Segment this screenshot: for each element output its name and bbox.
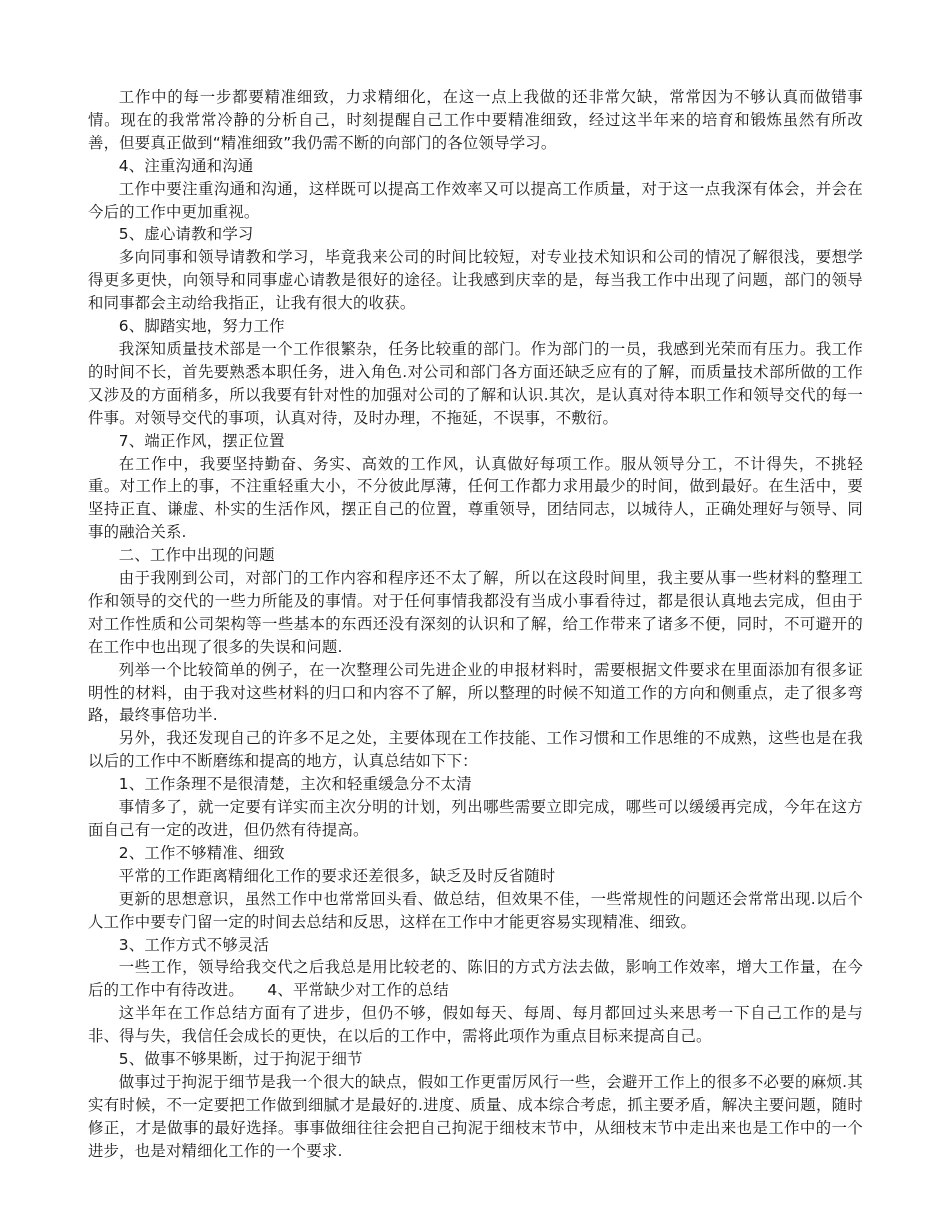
section-heading: 1、工作条理不是很清楚，主次和轻重缓急分不太清 bbox=[118, 775, 472, 794]
paragraph: 多向同事和领导请教和学习，毕竟我来公司的时间比较短，对专业技术知识和公司的情况了解很浅，要想学得更多更快，向领导和同事虚心请教是很好的途径。让我感到庆幸的是，每当我工作中出现了问题，部门的领导和同事都会主动给我指正，让我有很大的收获。 bbox=[88, 248, 863, 313]
paragraph: 更新的思想意识，虽然工作中也常常回头看、做总结，但效果不佳，一些常规性的问题还会常常出现.以后个人工作中要专门留一定的时间去总结和反思，这样在工作中才能更容易实现精准、细致。 bbox=[88, 889, 863, 931]
paragraph: 在工作中，我要坚持勤奋、务实、高效的工作风，认真做好每项工作。服从领导分工，不计得失，不挑轻重。对工作上的事，不注重轻重大小，不分彼此厚薄，任何工作都力求用最少的时间，做到最好。在生活中，要坚持正直、谦虚、朴实的生活作风，摆正自己的位置，尊重领导，团结同志，以城待人，正确处理好与领导、同事的融洽关系. bbox=[88, 454, 863, 542]
paragraph: 做事过于拘泥于细节是我一个很大的缺点，假如工作更雷厉风行一些，会避开工作上的很多不必要的麻烦.其实有时候，不一定要把工作做到细腻才是最好的.进度、质量、成本综合考虑，抓主要矛盾，解决主要问题，随时修正，才是做事的最好选择。事事做细往往会把自己拘泥于细枝末节中，从细枝末节中走出来也是工作中的一个进步，也是对精细化工作的一个要求. bbox=[88, 1072, 863, 1160]
paragraph: 列举一个比较简单的例子，在一次整理公司先进企业的申报材料时，需要根据文件要求在里面添加有很多证明性的材料，由于我对这些材料的归口和内容不了解，所以整理的时候不知道工作的方向和侧重点，走了很多弯路，最终事倍功半. bbox=[88, 660, 863, 725]
section-heading: 7、端正作风，摆正位置 bbox=[118, 431, 285, 450]
section-heading: 2、工作不够精准、细致 bbox=[118, 843, 285, 862]
paragraph-line: 平常的工作距离精细化工作的要求还差很多，缺乏及时反省随时 bbox=[118, 866, 556, 885]
document-body bbox=[88, 86, 863, 1163]
paragraph: 这半年在工作总结方面有了进步，但仍不够，假如每天、每周、每月都回过头来思考一下自己工作的是与非、得与失，我信任会成长的更快，在以后的工作中，需将此项作为重点目标来提高自己。 bbox=[88, 1004, 863, 1046]
paragraph: 另外，我还发现自己的许多不足之处，主要体现在工作技能、工作习惯和工作思维的不成熟，这些也是在我以后的工作中不断磨练和提高的地方，认真总结如下下： bbox=[88, 729, 863, 771]
paragraph: 工作中要注重沟通和沟通，这样既可以提高工作效率又可以提高工作质量，对于这一点我深有体会，并会在今后的工作中更加重视。 bbox=[88, 179, 863, 221]
section-heading: 二、工作中出现的问题 bbox=[118, 546, 275, 565]
section-heading: 5、虚心请教和学习 bbox=[118, 225, 254, 244]
paragraph: 我深知质量技术部是一个工作很繁杂，任务比较重的部门。作为部门的一员，我感到光荣而有压力。我工作的时间不长，首先要熟悉本职任务，进入角色.对公司和部门各方面还缺乏应有的了解，而质量技术部所做的工作又涉及的方面稍多，所以我要有针对性的加强对公司的了解和认识.其次，是认真对待本职工作和领导交代的每一件事。对领导交代的事项，认真对待，及时办理，不拖延，不误事，不敷衍。 bbox=[88, 339, 863, 427]
section-heading: 4、注重沟通和沟通 bbox=[118, 156, 254, 175]
paragraph: 事情多了，就一定要有详实而主次分明的计划，列出哪些需要立即完成，哪些可以缓缓再完成，今年在这方面自己有一定的改进，但仍然有待提高。 bbox=[88, 798, 863, 839]
paragraph: 由于我刚到公司，对部门的工作内容和程序还不太了解，所以在这段时间里，我主要从事一些材料的整理工作和领导的交代的一些力所能及的事情。对于任何事情我都没有当成小事看待过，都是很认真地去完成，但由于对工作性质和公司架构等一些基本的东西还没有深刻的认识和了解，给工作带来了诸多不便，同时，不可避开的在工作中也出现了很多的失误和问题. bbox=[88, 569, 863, 656]
paragraph: 工作中的每一步都要精准细致，力求精细化，在这一点上我做的还非常欠缺，常常因为不够认真而做错事情。现在的我常常冷静的分析自己，时刻提醒自己工作中要精准细致，经过这半年来的培育和锻炼虽然有所改善，但要真正做到“精准细致”我仍需不断的向部门的各位领导学习。 bbox=[88, 88, 863, 152]
section-heading: 6、脚踏实地，努力工作 bbox=[118, 317, 285, 336]
section-heading: 3、工作方式不够灵活 bbox=[118, 935, 270, 954]
paragraph: 一些工作，领导给我交代之后我总是用比较老的、陈旧的方式方法去做，影响工作效率，增大工作量，在今后的工作中有待改进。 4、平常缺少对工作的总结 bbox=[88, 958, 863, 1000]
section-heading: 5、做事不够果断，过于拘泥于细节 bbox=[118, 1050, 363, 1069]
